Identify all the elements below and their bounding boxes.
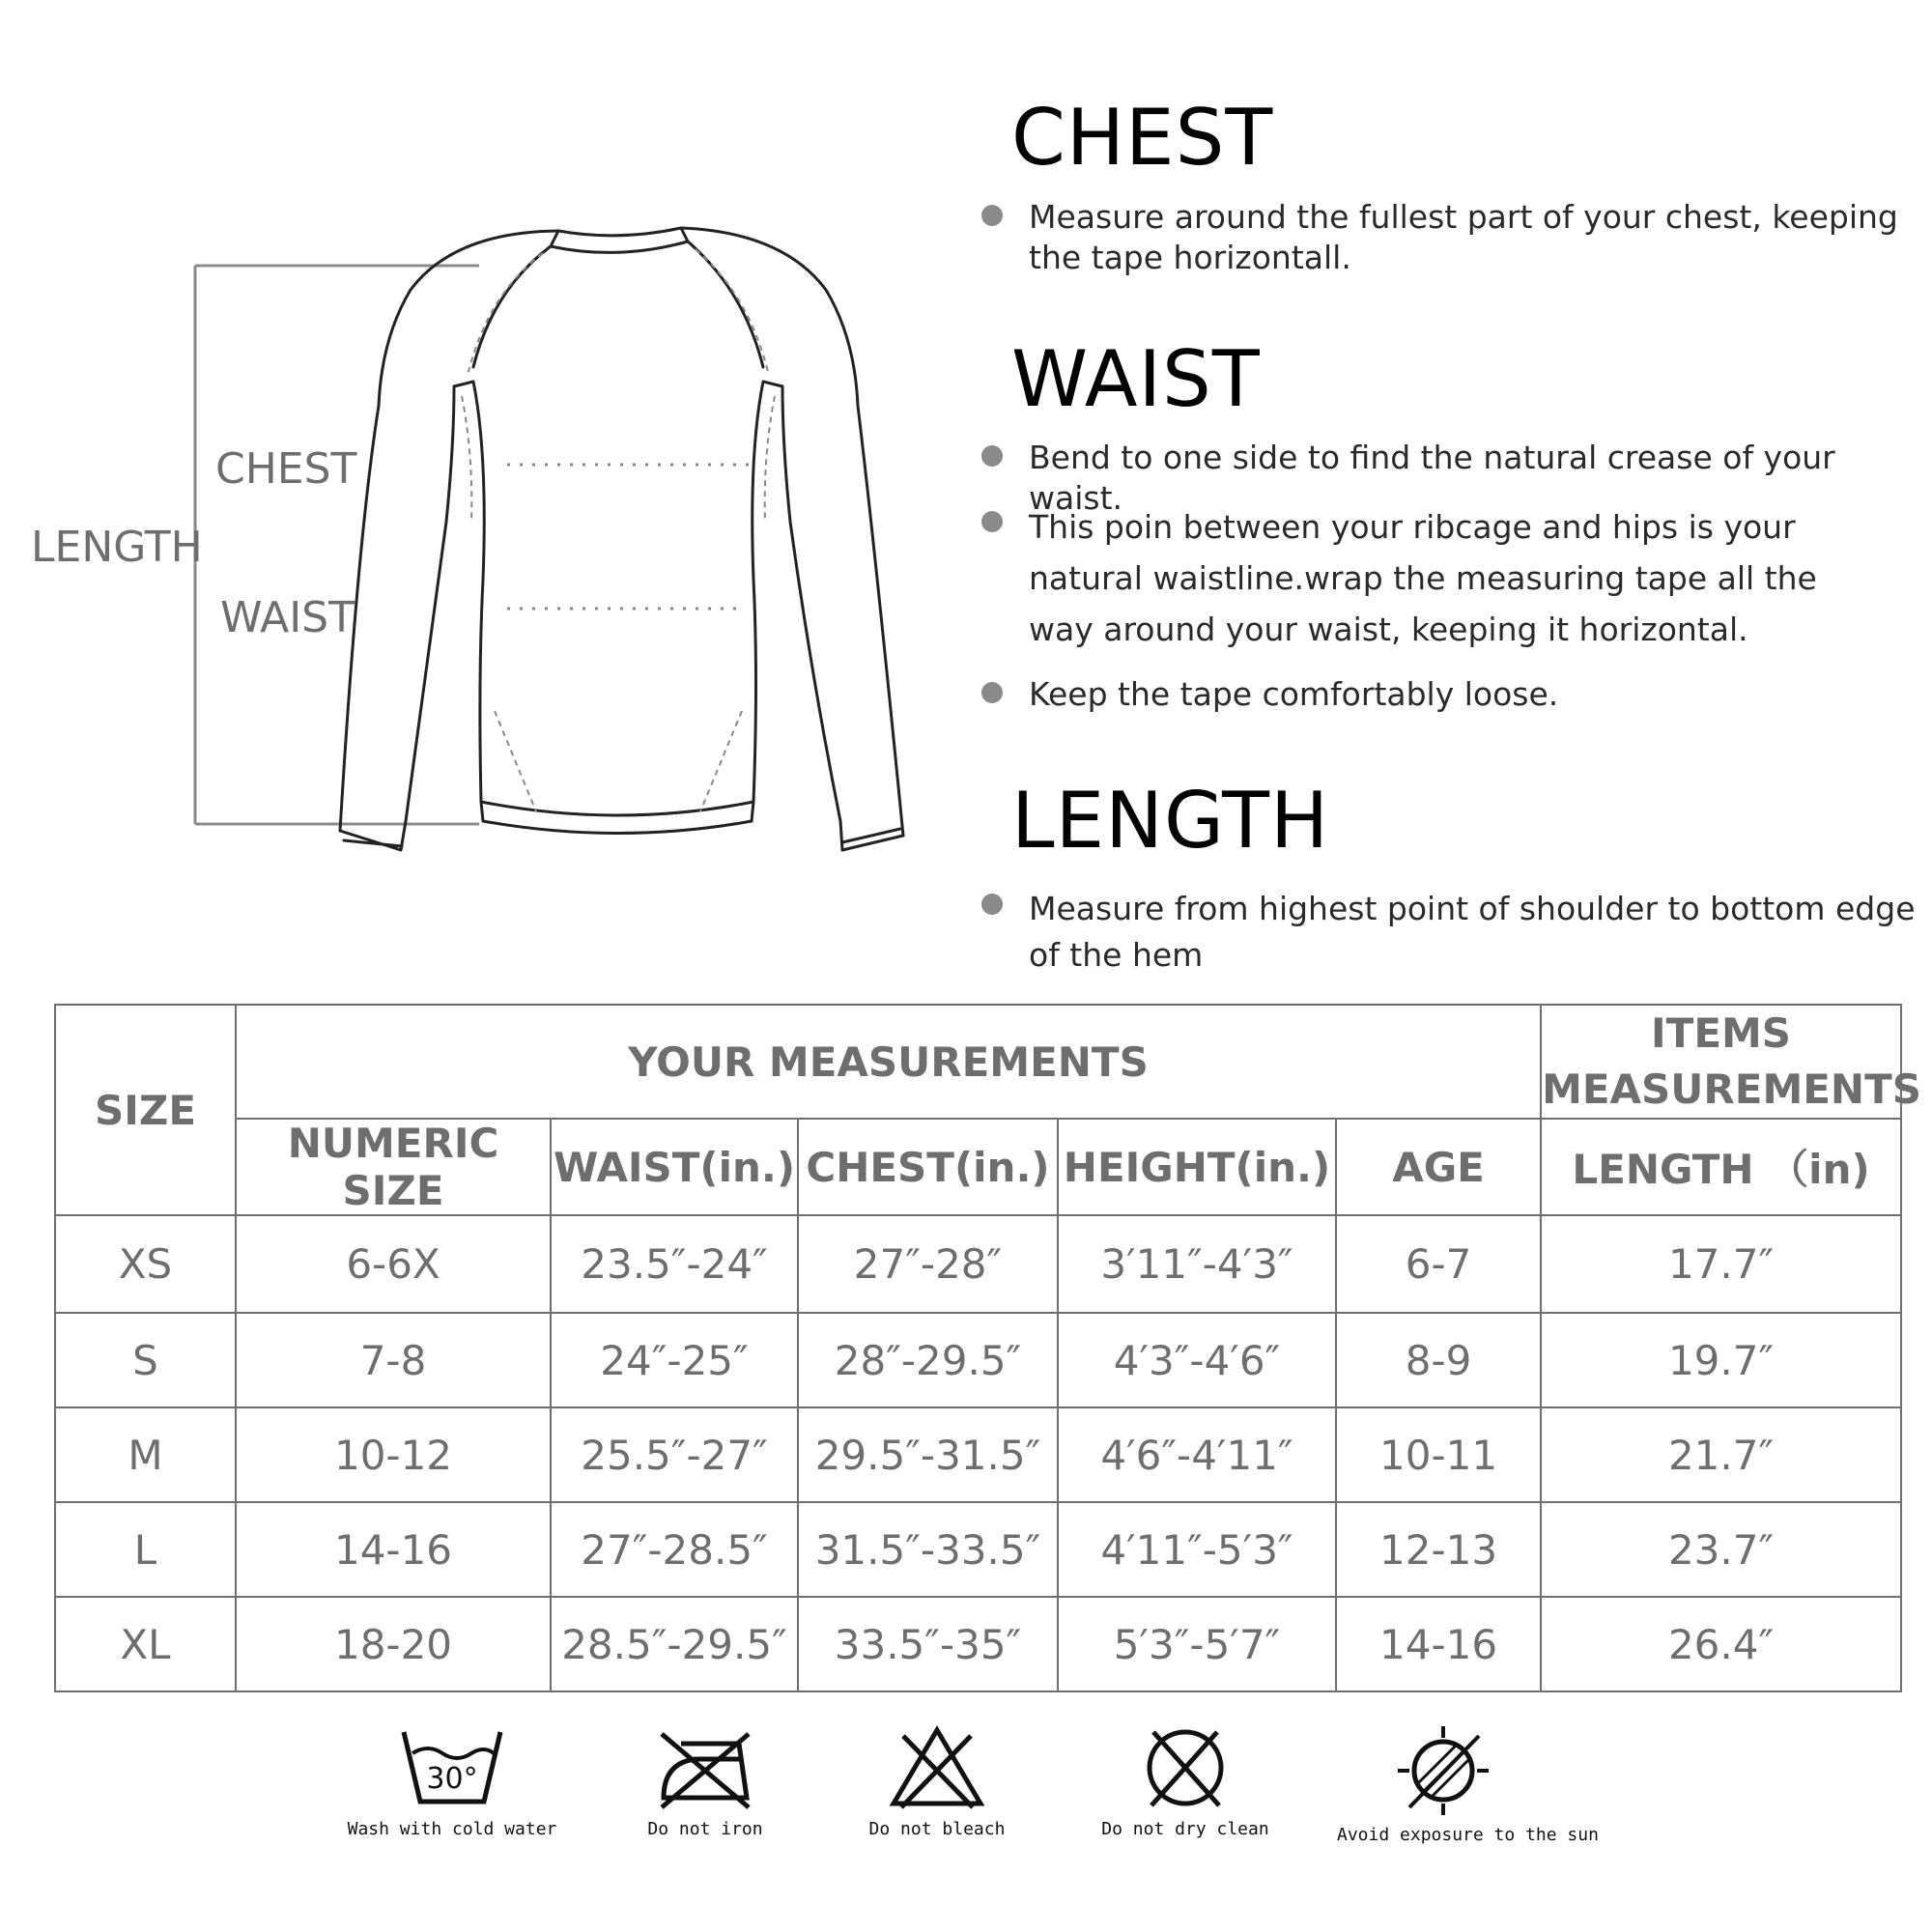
table-row <box>55 1215 1901 1313</box>
waist-cell: 27″-28.5″ <box>551 1502 798 1597</box>
table-header-row <box>55 1005 1901 1119</box>
diagram-chest-label: CHEST <box>215 444 357 494</box>
chest-bullet-text: Measure around the fullest part of your chest, keeping the tape horizontall. <box>1029 198 1898 276</box>
length-cell: 17.7″ <box>1541 1215 1901 1313</box>
table-row <box>55 1502 1901 1597</box>
items-measurements-header: ITEMS MEASUREMENTS <box>1541 1005 1901 1119</box>
age-cell: 12-13 <box>1336 1502 1541 1597</box>
no-bleach-icon <box>884 1724 990 1811</box>
shirt-outline <box>340 228 903 850</box>
numeric-size-cell: 18-20 <box>236 1597 551 1691</box>
numeric-size-cell: 14-16 <box>236 1502 551 1597</box>
size-header: SIZE <box>55 1005 236 1215</box>
measure-lines <box>507 465 752 609</box>
bullet-dot <box>981 205 1003 226</box>
length-bracket <box>195 266 479 824</box>
length-cell: 21.7″ <box>1541 1407 1901 1502</box>
care-item-wash <box>346 1724 558 1839</box>
size-cell: M <box>55 1407 236 1502</box>
table-row <box>55 1597 1901 1691</box>
length-bullet-text: Measure from highest point of shoulder to bottom edge of the hem <box>1029 890 1916 974</box>
wash-30-icon <box>399 1724 505 1811</box>
chest-heading: CHEST <box>1011 93 1274 183</box>
care-label: Wash with cold water <box>347 1819 557 1839</box>
shirt-diagram <box>0 0 966 966</box>
col-waist: WAIST(in.) <box>551 1119 798 1215</box>
height-cell: 5′3″-5′7″ <box>1058 1597 1336 1691</box>
waist-cell: 23.5″-24″ <box>551 1215 798 1313</box>
age-cell: 10-11 <box>1336 1407 1541 1502</box>
col-length: LENGTH （in) <box>1541 1119 1901 1215</box>
chest-cell: 29.5″-31.5″ <box>798 1407 1058 1502</box>
care-label: Do not dry clean <box>1101 1819 1269 1839</box>
length-heading: LENGTH <box>1011 776 1330 866</box>
diagram-waist-label: WAIST <box>220 593 355 642</box>
length-cell: 23.7″ <box>1541 1502 1901 1597</box>
age-cell: 14-16 <box>1336 1597 1541 1691</box>
care-item-sun <box>1337 1724 1599 1845</box>
chest-cell: 33.5″-35″ <box>798 1597 1058 1691</box>
size-cell: XS <box>55 1215 236 1313</box>
age-cell: 8-9 <box>1336 1313 1541 1407</box>
wash-temp-text: 30° <box>426 1762 478 1796</box>
age-cell: 6-7 <box>1336 1215 1541 1313</box>
bullet-dot <box>981 511 1003 532</box>
length-cell: 19.7″ <box>1541 1313 1901 1407</box>
height-cell: 4′6″-4′11″ <box>1058 1407 1336 1502</box>
col-height: HEIGHT(in.) <box>1058 1119 1336 1215</box>
no-iron-icon <box>652 1724 758 1811</box>
numeric-size-cell: 7-8 <box>236 1313 551 1407</box>
table-subheader-row <box>55 1119 1901 1215</box>
waist-bullet-text-3: Keep the tape comfortably loose. <box>1029 675 1559 713</box>
table-row <box>55 1313 1901 1407</box>
numeric-size-cell: 10-12 <box>236 1407 551 1502</box>
waist-bullet-text-1: Bend to one side to find the natural crease of your waist. <box>1029 439 1835 517</box>
size-cell: S <box>55 1313 236 1407</box>
shirt-stitching <box>462 249 775 811</box>
care-label: Do not iron <box>647 1819 763 1839</box>
diagram-length-label: LENGTH <box>31 523 203 572</box>
chest-cell: 31.5″-33.5″ <box>798 1502 1058 1597</box>
waist-heading: WAIST <box>1011 334 1261 424</box>
waist-cell: 25.5″-27″ <box>551 1407 798 1502</box>
col-numeric-size: NUMERIC SIZE <box>236 1119 551 1215</box>
height-cell: 3′11″-4′3″ <box>1058 1215 1336 1313</box>
care-label: Avoid exposure to the sun <box>1337 1825 1599 1845</box>
waist-bullet-text-2: This poin between your ribcage and hips is your natural waistline.wrap the measuring tape all the way around your waist, keeping it horizontal. <box>1029 508 1817 648</box>
care-item-dryclean <box>1079 1724 1292 1839</box>
col-chest: CHEST(in.) <box>798 1119 1058 1215</box>
chest-cell: 28″-29.5″ <box>798 1313 1058 1407</box>
height-cell: 4′11″-5′3″ <box>1058 1502 1336 1597</box>
col-age: AGE <box>1336 1119 1541 1215</box>
table-row <box>55 1407 1901 1502</box>
bullet-dot <box>981 682 1003 703</box>
height-cell: 4′3″-4′6″ <box>1058 1313 1336 1407</box>
size-cell: L <box>55 1502 236 1597</box>
care-item-iron <box>599 1724 811 1839</box>
avoid-sun-icon <box>1390 1724 1496 1817</box>
size-chart-table <box>54 1004 1921 1692</box>
waist-cell: 28.5″-29.5″ <box>551 1597 798 1691</box>
care-item-bleach <box>831 1724 1043 1839</box>
bullet-dot <box>981 445 1003 467</box>
length-cell: 26.4″ <box>1541 1597 1901 1691</box>
size-cell: XL <box>55 1597 236 1691</box>
bullet-dot <box>981 894 1003 915</box>
your-measurements-header: YOUR MEASUREMENTS <box>236 1005 1541 1119</box>
chest-cell: 27″-28″ <box>798 1215 1058 1313</box>
waist-cell: 24″-25″ <box>551 1313 798 1407</box>
no-dry-clean-icon <box>1132 1724 1238 1811</box>
care-label: Do not bleach <box>868 1819 1006 1839</box>
numeric-size-cell: 6-6X <box>236 1215 551 1313</box>
